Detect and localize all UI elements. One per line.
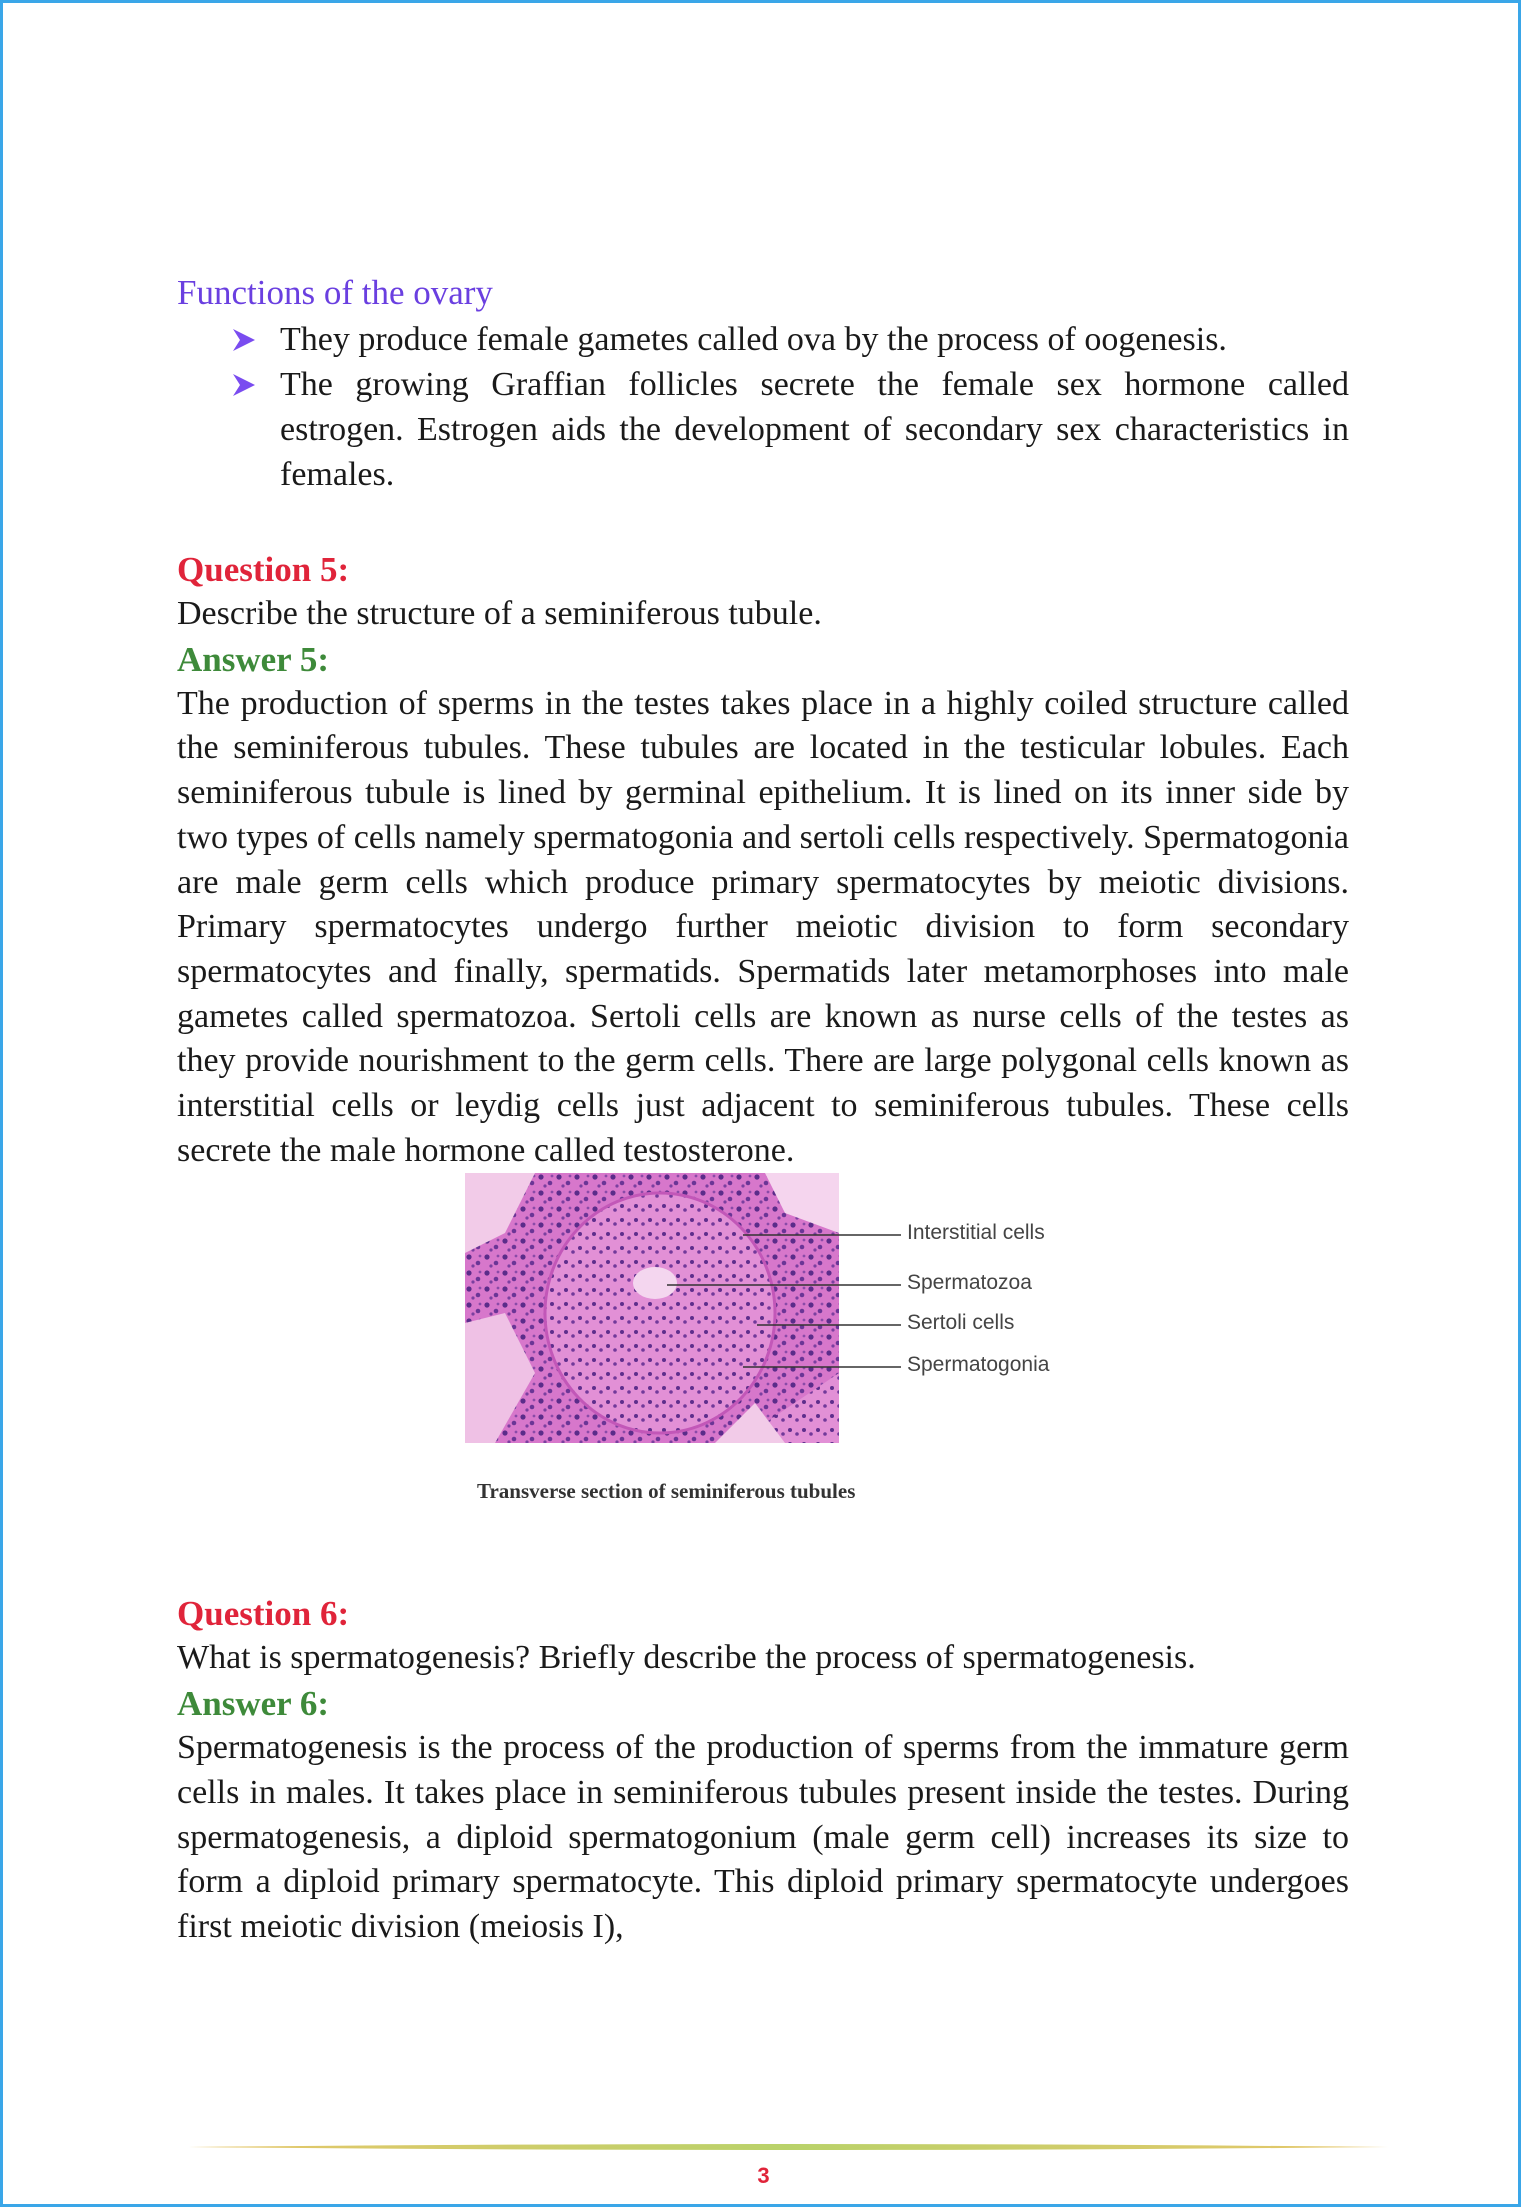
seminiferous-tubule-figure [177,1173,1349,1543]
page-number: 3 [757,2163,770,2188]
footer-divider [188,2143,1388,2151]
figure-caption: Transverse section of seminiferous tubules [477,1479,856,1504]
ovary-bullet-list [177,317,1349,497]
label-sertoli-cells: Sertoli cells [907,1311,1015,1335]
question-5-label: Question 5: [177,550,350,589]
figure-callout-lines [177,1173,1349,1473]
question-6-label: Question 6: [177,1594,350,1634]
answer-6-label: Answer 6: [177,1684,329,1724]
bullet-text: The growing Graffian follicles secrete the female sex hormone called estrogen. Estrogen aids the development of secondary sex characteristics in females. [280,366,1349,493]
label-interstitial-cells: Interstitial cells [907,1221,1045,1245]
label-spermatozoa: Spermatozoa [907,1271,1032,1295]
content [177,271,1349,1950]
label-spermatogonia: Spermatogonia [907,1353,1050,1377]
question-6-text: What is spermatogenesis? Briefly describe the process of spermatogenesis. [177,1639,1196,1677]
answer-5-text: The production of sperms in the testes takes place in a highly coiled structure called the seminiferous tubules. These tubules are located in the testicular lobules. Each seminiferous tubule is lined by germinal epithelium. It is lined on its inner side by two types of cells namely spermatogonia and sertoli cells respectively. Spermatogonia are male germ cells which produce primary spermatocytes by meiotic divisions. Primary spermatocytes undergo further meiotic division to form secondary spermatocytes and finally, spermatids. Spermatids later metamorphoses into male gametes called spermatozoa. Sertoli cells are known as nurse cells of the testes as they provide nourishment to the germ cells. There are large polygonal cells known as interstitial cells or leydig cells just adjacent to seminiferous tubules. These cells secrete the male hormone called testosterone. [177,684,1349,1169]
bullet-text: They produce female gametes called ova by the process of oogenesis. [280,321,1227,358]
answer-6-text: Spermatogenesis is the process of the production of sperms from the immature germ cells in males. It takes place in seminiferous tubules present inside the testes. During spermatogenesis, a diploid spermatogonium (male germ cell) increases its size to form a diploid primary spermatocyte. This diploid primary spermatocyte undergoes first meiotic division (meiosis I), [177,1729,1349,1945]
question-5-text: Describe the structure of a seminiferous tubule. [177,595,822,632]
list-item [177,317,1349,362]
arrow-bullet-icon [231,373,257,397]
arrow-bullet-icon [231,328,257,352]
answer-5-label: Answer 5: [177,639,329,679]
section-heading-ovary: Functions of the ovary [177,273,493,312]
list-item [177,362,1349,497]
